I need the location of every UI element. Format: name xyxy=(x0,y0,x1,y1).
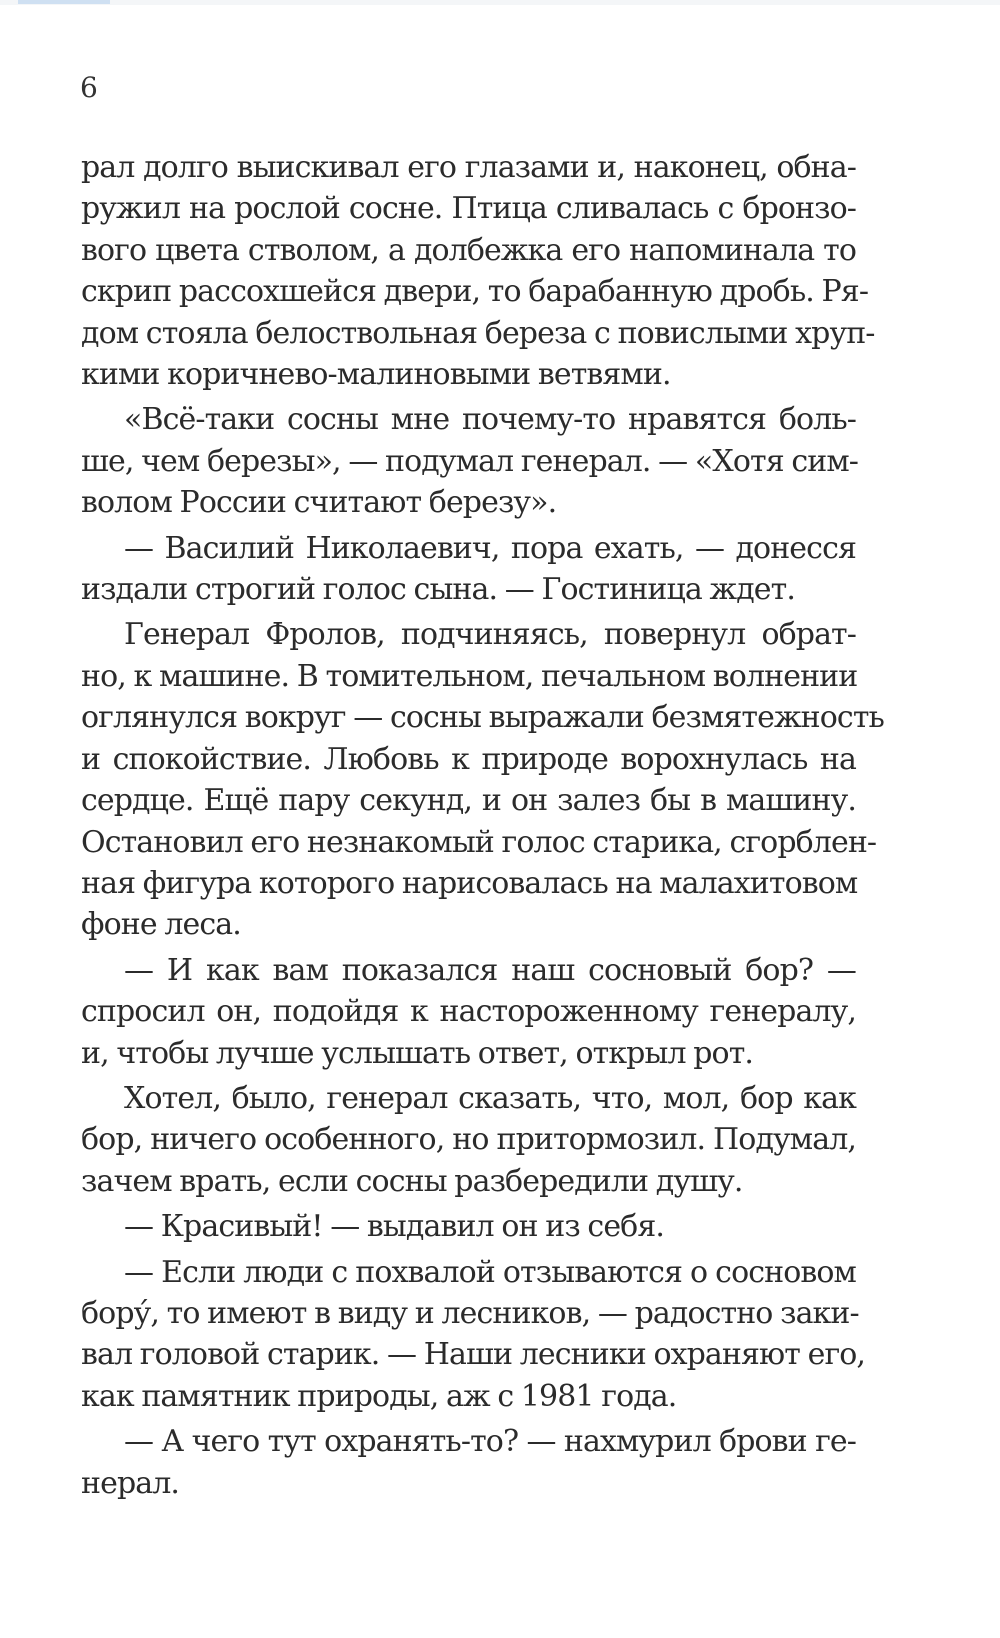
paragraph xyxy=(81,1252,866,1418)
page-text xyxy=(81,147,884,1504)
paragraph xyxy=(81,528,856,611)
text-line: скрип рассохшейся двери, то барабанную дробь. Ря- xyxy=(81,274,869,310)
text-line: ная фигура которого нарисовалась на малахитовом xyxy=(81,865,858,901)
text-line: и спокойствие. Любовь к природе ворохнулась на xyxy=(81,741,856,777)
paragraph xyxy=(81,1206,856,1247)
text-line: оглянулся вокруг — сосны выражали безмятежность xyxy=(81,700,884,736)
text-line: кими коричнево-малиновыми ветвями. xyxy=(81,357,671,393)
text-line: Хотел, было, генерал сказать, что, мол, бор как xyxy=(124,1080,856,1116)
text-line: дом стояла белоствольная береза с повислыми хруп- xyxy=(81,315,875,351)
text-line: вого цвета стволом, а долбежка его напоминала то xyxy=(81,232,856,268)
text-line: — И как вам показался наш сосновый бор? — xyxy=(124,952,856,988)
text-line: ше, чем березы», — подумал генерал. — «Хотя сим- xyxy=(81,443,859,479)
text-line: вал головой старик. — Наши лесники охраняют его, xyxy=(81,1337,866,1373)
text-line: издали строгий голос сына. — Гостиница ждет. xyxy=(81,572,795,608)
text-line: спросил он, подойдя к настороженному генералу, xyxy=(81,994,856,1030)
text-line: фоне леса. xyxy=(81,907,241,943)
text-line: но, к машине. В томительном, печальном волнении xyxy=(81,658,858,694)
text-line: Остановил его незнакомый голос старика, сгорблен- xyxy=(81,824,877,860)
text-line: — А чего тут охранять-то? — нахмурил брови ге- xyxy=(124,1424,856,1460)
paragraph xyxy=(81,614,884,945)
scan-top-edge xyxy=(0,0,1000,5)
text-line: бор, ничего особенного, но притормозил. Подумал, xyxy=(81,1122,856,1158)
text-line: волом России считают березу». xyxy=(81,485,557,521)
text-line: нерал. xyxy=(81,1465,180,1501)
paragraph xyxy=(81,1078,856,1202)
paragraph xyxy=(81,399,859,523)
text-line: «Всё-таки сосны мне почему-то нравятся боль- xyxy=(124,402,856,438)
text-line: — Если люди с похвалой отзываются о сосновом xyxy=(124,1254,856,1290)
paragraph xyxy=(81,1421,856,1504)
text-line: зачем врать, если сосны разбередили душу. xyxy=(81,1163,743,1199)
text-line: как памятник природы, аж с 1981 года. xyxy=(81,1378,677,1414)
scan-edge-mark xyxy=(18,0,110,4)
page-number: 6 xyxy=(80,71,98,104)
text-line: — Василий Николаевич, пора ехать, — донесся xyxy=(124,530,856,566)
text-line: и, чтобы лучше услышать ответ, открыл рот. xyxy=(81,1035,754,1071)
text-line: бору́, то имеют в виду и лесников, — радостно заки- xyxy=(81,1295,859,1331)
text-line: ружил на рослой сосне. Птица сливалась с бронзо- xyxy=(81,191,856,227)
text-line: сердце. Ещё пару секунд, и он залез бы в машину. xyxy=(81,783,856,819)
paragraph xyxy=(81,950,856,1074)
text-line: — Красивый! — выдавил он из себя. xyxy=(124,1209,664,1245)
text-line: рал долго выискивал его глазами и, наконец, обна- xyxy=(81,150,856,185)
paragraph xyxy=(81,147,875,395)
text-line: Генерал Фролов, подчиняясь, повернул обрат- xyxy=(124,617,856,653)
